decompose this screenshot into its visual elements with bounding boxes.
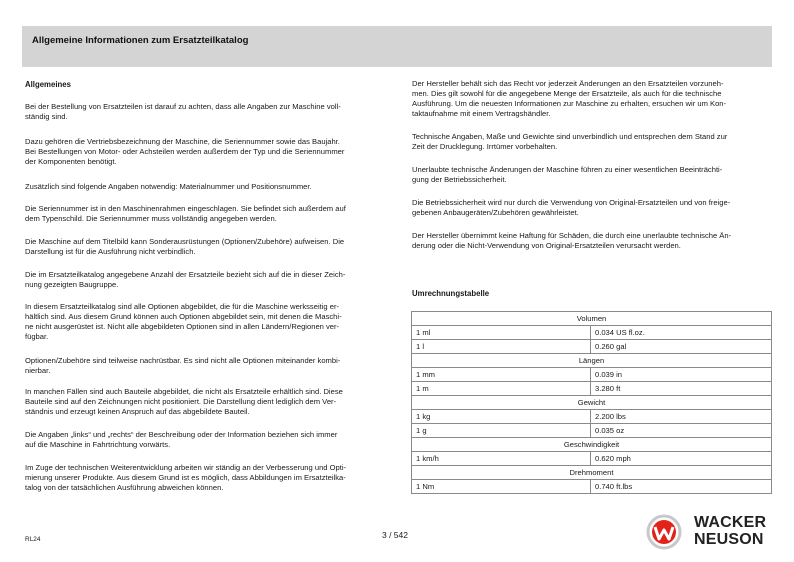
text-line: Zeit der Drucklegung. Irrtümer vorbehalten.	[412, 142, 558, 151]
table-cell: 1 m	[412, 382, 591, 396]
paragraph	[25, 302, 342, 342]
page-header	[22, 26, 772, 67]
table-cell: 0.034 US fl.oz.	[591, 326, 772, 340]
text-line: In manchen Fällen sind auch Bauteile abgebildet, die nicht als Ersatzteile erhältlich sind. Diese	[25, 387, 343, 396]
page-title: Allgemeine Informationen zum Ersatzteilkatalog	[32, 35, 249, 46]
text-line: Technische Angaben, Maße und Gewichte sind unverbindlich und entsprechen dem Stand zur	[412, 132, 728, 141]
text-line: Bei Bestellungen von Motor- oder Achsteilen werden außerdem der Typ und die Seriennummer	[25, 147, 345, 156]
paragraph	[25, 237, 344, 257]
section-title-umrechnungstabelle: Umrechnungstabelle	[412, 289, 490, 298]
text-line: Ausführung. Um die neuesten Informationen zur Maschine zu erhalten, ersuchen wir um Kon-	[412, 99, 727, 108]
table-cell: 1 Nm	[412, 480, 591, 494]
text-line: men. Dies gilt sowohl für die angegebene Menge der Ersatzteile, als auch für die technische	[412, 89, 722, 98]
table-cell: 0.260 gal	[591, 340, 772, 354]
text-line: Der Hersteller behält sich das Recht vor jederzeit Änderungen an den Ersatzteilen vorzuneh-	[412, 79, 724, 88]
table-cell: 0.039 in	[591, 368, 772, 382]
text-line: Im Zuge der technischen Weiterentwicklung arbeiten wir ständig an der Verbesserung und Opti-	[25, 463, 347, 472]
table-group-header	[412, 312, 772, 326]
paragraph	[412, 132, 727, 152]
text-line: Die Angaben „links“ und „rechts“ der Beschreibung oder der Information beziehen sich immer	[25, 430, 338, 439]
text-line: Bauteile sind auf den Zeichnungen nicht positioniert. Die Darstellung dient lediglich dem Ver-	[25, 397, 337, 406]
text-line: taktaufnahme mit einem Vertragshändler.	[412, 109, 551, 118]
table-group-label: Längen	[412, 354, 772, 368]
table-cell: 1 l	[412, 340, 591, 354]
paragraph	[25, 387, 343, 417]
document-code: RL24	[25, 536, 41, 543]
paragraph	[25, 463, 346, 493]
table-cell: 1 km/h	[412, 452, 591, 466]
paragraph	[25, 430, 337, 450]
text-line: talog von der tatsächlichen Ausführung abweichen können.	[25, 483, 224, 492]
conversion-table	[411, 311, 772, 494]
table-row	[412, 480, 772, 494]
table-row	[412, 452, 772, 466]
text-line: fügbar.	[25, 332, 49, 341]
text-line: derung oder die Nicht-Verwendung von Original-Ersatzteilen verursacht werden.	[412, 241, 681, 250]
table-cell: 1 mm	[412, 368, 591, 382]
table-group-header	[412, 466, 772, 480]
text-line: ständnis und erzeugt keinen Anspruch auf das abgebildete Bauteil.	[25, 407, 250, 416]
paragraph	[25, 204, 346, 224]
paragraph	[412, 231, 731, 251]
text-line: ständig sind.	[25, 112, 68, 121]
text-line: ne nicht ausgerüstet ist. Nicht alle abgebildeten Optionen sind in allen Ländern/Regionen ver-	[25, 322, 340, 331]
text-line: Der Hersteller übernimmt keine Haftung für Schäden, die durch eine unerlaubte technische Än-	[412, 231, 732, 240]
text-line: der Komponenten benötigt.	[25, 157, 117, 166]
table-row	[412, 382, 772, 396]
paragraph	[412, 79, 726, 119]
table-cell: 1 g	[412, 424, 591, 438]
paragraph	[412, 165, 722, 185]
table-group-label: Gewicht	[412, 396, 772, 410]
paragraph	[25, 270, 345, 290]
section-title-allgemeines: Allgemeines	[25, 80, 71, 89]
table-row	[412, 326, 772, 340]
table-row	[412, 340, 772, 354]
text-line: Unerlaubte technische Änderungen der Maschine führen zu einer wesentlichen Beeinträchti-	[412, 165, 723, 174]
text-line: In diesem Ersatzteilkatalog sind alle Optionen abgebildet, die für die Maschine werksseitig er-	[25, 302, 340, 311]
text-line: hältlich sind. Aus diesem Grund können auch Optionen abgebildet sein, mit denen die Maschi-	[25, 312, 342, 321]
table-row	[412, 424, 772, 438]
text-line: Optionen/Zubehöre sind teilweise nachrüstbar. Es sind nicht alle Optionen miteinander kombi-	[25, 356, 341, 365]
table-row	[412, 368, 772, 382]
text-line: Die Betriebssicherheit wird nur durch die Verwendung von Original-Ersatzteilen und von freige-	[412, 198, 731, 207]
text-line: Darstellung ist für die Ausführung nicht verbindlich.	[25, 247, 196, 256]
paragraph	[25, 137, 344, 167]
table-cell: 3.280 ft	[591, 382, 772, 396]
wacker-neuson-w-icon	[644, 514, 684, 550]
text-line: auf die Maschine in Fahrtrichtung vorwärts.	[25, 440, 171, 449]
logo-text-neuson: NEUSON	[694, 531, 764, 548]
text-line: Dazu gehören die Vertriebsbezeichnung der Maschine, die Seriennummer sowie das Baujahr.	[25, 137, 340, 146]
paragraph	[25, 182, 312, 192]
table-cell: 1 kg	[412, 410, 591, 424]
logo-text-wacker: WACKER	[694, 514, 767, 531]
paragraph	[25, 356, 340, 376]
table-cell: 0.620 mph	[591, 452, 772, 466]
table-cell: 0.035 oz	[591, 424, 772, 438]
text-line: Die Seriennummer ist in den Maschinenrahmen eingeschlagen. Sie befindet sich außerdem auf	[25, 204, 346, 213]
table-cell: 0.740 ft.lbs	[591, 480, 772, 494]
text-line: Zusätzlich sind folgende Angaben notwendig: Materialnummer und Positionsnummer.	[25, 182, 312, 191]
text-line: Die im Ersatzteilkatalog angegebene Anzahl der Ersatzteile bezieht sich auf die in dieser Zeich-	[25, 270, 346, 279]
text-line: nierbar.	[25, 366, 51, 375]
table-cell: 1 ml	[412, 326, 591, 340]
paragraph	[412, 198, 730, 218]
table-group-header	[412, 438, 772, 452]
page-number: 3 / 542	[382, 530, 408, 540]
brand-logo	[644, 514, 772, 550]
table-group-label: Volumen	[412, 312, 772, 326]
table-group-label: Geschwindigkeit	[412, 438, 772, 452]
paragraph	[25, 102, 341, 122]
table-group-header	[412, 396, 772, 410]
text-line: gung der Betriebssicherheit.	[412, 175, 507, 184]
table-group-header	[412, 354, 772, 368]
table-group-label: Drehmoment	[412, 466, 772, 480]
text-line: Bei der Bestellung von Ersatzteilen ist darauf zu achten, dass alle Angaben zur Maschine voll-	[25, 102, 341, 111]
text-line: gebenen Anbaugeräten/Zubehören gewährleistet.	[412, 208, 579, 217]
text-line: nung gezeigten Baugruppe.	[25, 280, 119, 289]
text-line: dem Typenschild. Die Seriennummer muss vollständig angegeben werden.	[25, 214, 277, 223]
table-row	[412, 410, 772, 424]
table-cell: 2.200 lbs	[591, 410, 772, 424]
text-line: Die Maschine auf dem Titelbild kann Sonderausrüstungen (Optionen/Zubehöre) aufweisen. Die	[25, 237, 345, 246]
text-line: mierung unserer Produkte. Aus diesem Grund ist es möglich, dass Abbildungen im Ersatzteilka-	[25, 473, 346, 482]
